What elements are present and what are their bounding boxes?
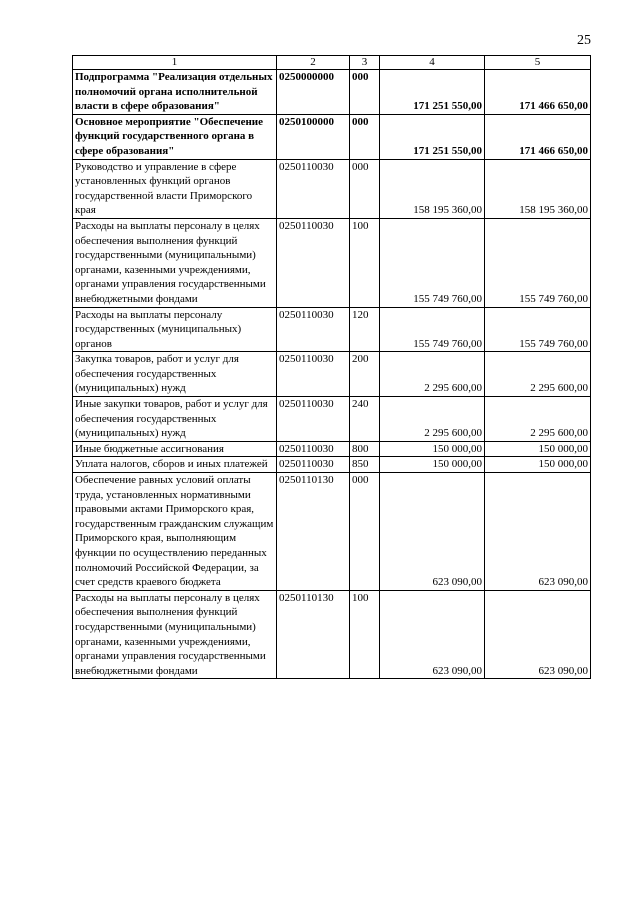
row-sum-year2-cell: 155 749 760,00 bbox=[485, 218, 591, 307]
row-sum-year1-cell: 623 090,00 bbox=[380, 473, 485, 591]
table-row bbox=[73, 397, 591, 442]
table-row bbox=[73, 457, 591, 473]
row-expense-type-cell: 120 bbox=[350, 307, 380, 352]
row-sum-year2-cell: 158 195 360,00 bbox=[485, 159, 591, 218]
column-header: 2 bbox=[277, 56, 350, 70]
column-header: 1 bbox=[73, 56, 277, 70]
row-expense-type-cell: 100 bbox=[350, 590, 380, 679]
row-name-cell: Основное мероприятие "Обеспечение функций государственного органа в сфере образования" bbox=[73, 114, 277, 159]
table-row bbox=[73, 352, 591, 397]
row-sum-year1-cell: 150 000,00 bbox=[380, 457, 485, 473]
row-code-cell: 0250110030 bbox=[277, 159, 350, 218]
table-row bbox=[73, 590, 591, 679]
row-name-cell: Уплата налогов, сборов и иных платежей bbox=[73, 457, 277, 473]
table-row bbox=[73, 473, 591, 591]
row-code-cell: 0250110030 bbox=[277, 441, 350, 457]
row-expense-type-cell: 200 bbox=[350, 352, 380, 397]
row-sum-year1-cell: 2 295 600,00 bbox=[380, 397, 485, 442]
row-sum-year1-cell: 155 749 760,00 bbox=[380, 218, 485, 307]
row-sum-year1-cell: 171 251 550,00 bbox=[380, 70, 485, 115]
row-code-cell: 0250110030 bbox=[277, 218, 350, 307]
row-expense-type-cell: 000 bbox=[350, 70, 380, 115]
row-sum-year2-cell: 150 000,00 bbox=[485, 457, 591, 473]
row-sum-year1-cell: 171 251 550,00 bbox=[380, 114, 485, 159]
row-name-cell: Обеспечение равных условий оплаты труда, установленных нормативными правовыми актами Приморского края, государственным гражданским служащим Приморского края, выполняющим функции по осуществлению переданных полномочий Российской Федерации, за счет средств краевого бюджета bbox=[73, 473, 277, 591]
row-sum-year2-cell: 623 090,00 bbox=[485, 473, 591, 591]
row-sum-year2-cell: 2 295 600,00 bbox=[485, 397, 591, 442]
row-sum-year2-cell: 2 295 600,00 bbox=[485, 352, 591, 397]
row-expense-type-cell: 000 bbox=[350, 473, 380, 591]
row-sum-year2-cell: 171 466 650,00 bbox=[485, 70, 591, 115]
row-expense-type-cell: 100 bbox=[350, 218, 380, 307]
row-sum-year1-cell: 623 090,00 bbox=[380, 590, 485, 679]
row-sum-year1-cell: 158 195 360,00 bbox=[380, 159, 485, 218]
row-sum-year2-cell: 623 090,00 bbox=[485, 590, 591, 679]
row-expense-type-cell: 800 bbox=[350, 441, 380, 457]
table-row bbox=[73, 114, 591, 159]
row-sum-year1-cell: 2 295 600,00 bbox=[380, 352, 485, 397]
row-name-cell: Иные закупки товаров, работ и услуг для обеспечения государственных (муниципальных) нужд bbox=[73, 397, 277, 442]
row-code-cell: 0250110030 bbox=[277, 307, 350, 352]
row-code-cell: 0250110030 bbox=[277, 397, 350, 442]
row-code-cell: 0250110130 bbox=[277, 590, 350, 679]
row-name-cell: Расходы на выплаты персоналу в целях обеспечения выполнения функций государственными (муниципальными) органами, казенными учреждениями, органами управления государственными внебюджетными фондами bbox=[73, 590, 277, 679]
column-header: 3 bbox=[350, 56, 380, 70]
column-header: 5 bbox=[485, 56, 591, 70]
table-row bbox=[73, 70, 591, 115]
table-row bbox=[73, 441, 591, 457]
row-code-cell: 0250110030 bbox=[277, 352, 350, 397]
row-code-cell: 0250110030 bbox=[277, 457, 350, 473]
row-name-cell: Расходы на выплаты персоналу в целях обеспечения выполнения функций государственными (муниципальными) органами, казенными учреждениями, органами управления государственными внебюджетными фондами bbox=[73, 218, 277, 307]
row-sum-year2-cell: 150 000,00 bbox=[485, 441, 591, 457]
row-name-cell: Расходы на выплаты персоналу государственных (муниципальных) органов bbox=[73, 307, 277, 352]
column-header: 4 bbox=[380, 56, 485, 70]
row-sum-year2-cell: 155 749 760,00 bbox=[485, 307, 591, 352]
page-number: 25 bbox=[577, 33, 591, 48]
row-sum-year1-cell: 155 749 760,00 bbox=[380, 307, 485, 352]
table-row bbox=[73, 218, 591, 307]
row-expense-type-cell: 240 bbox=[350, 397, 380, 442]
row-code-cell: 0250000000 bbox=[277, 70, 350, 115]
row-expense-type-cell: 000 bbox=[350, 114, 380, 159]
table-row bbox=[73, 159, 591, 218]
row-name-cell: Закупка товаров, работ и услуг для обеспечения государственных (муниципальных) нужд bbox=[73, 352, 277, 397]
row-name-cell: Подпрограмма "Реализация отдельных полномочий органа исполнительной власти в сфере образования" bbox=[73, 70, 277, 115]
budget-table bbox=[72, 55, 591, 679]
row-sum-year1-cell: 150 000,00 bbox=[380, 441, 485, 457]
row-name-cell: Руководство и управление в сфере установленных функций органов государственной власти Приморского края bbox=[73, 159, 277, 218]
table-header-row bbox=[73, 56, 591, 70]
row-code-cell: 0250110130 bbox=[277, 473, 350, 591]
row-sum-year2-cell: 171 466 650,00 bbox=[485, 114, 591, 159]
row-expense-type-cell: 000 bbox=[350, 159, 380, 218]
row-code-cell: 0250100000 bbox=[277, 114, 350, 159]
table-row bbox=[73, 307, 591, 352]
row-name-cell: Иные бюджетные ассигнования bbox=[73, 441, 277, 457]
row-expense-type-cell: 850 bbox=[350, 457, 380, 473]
